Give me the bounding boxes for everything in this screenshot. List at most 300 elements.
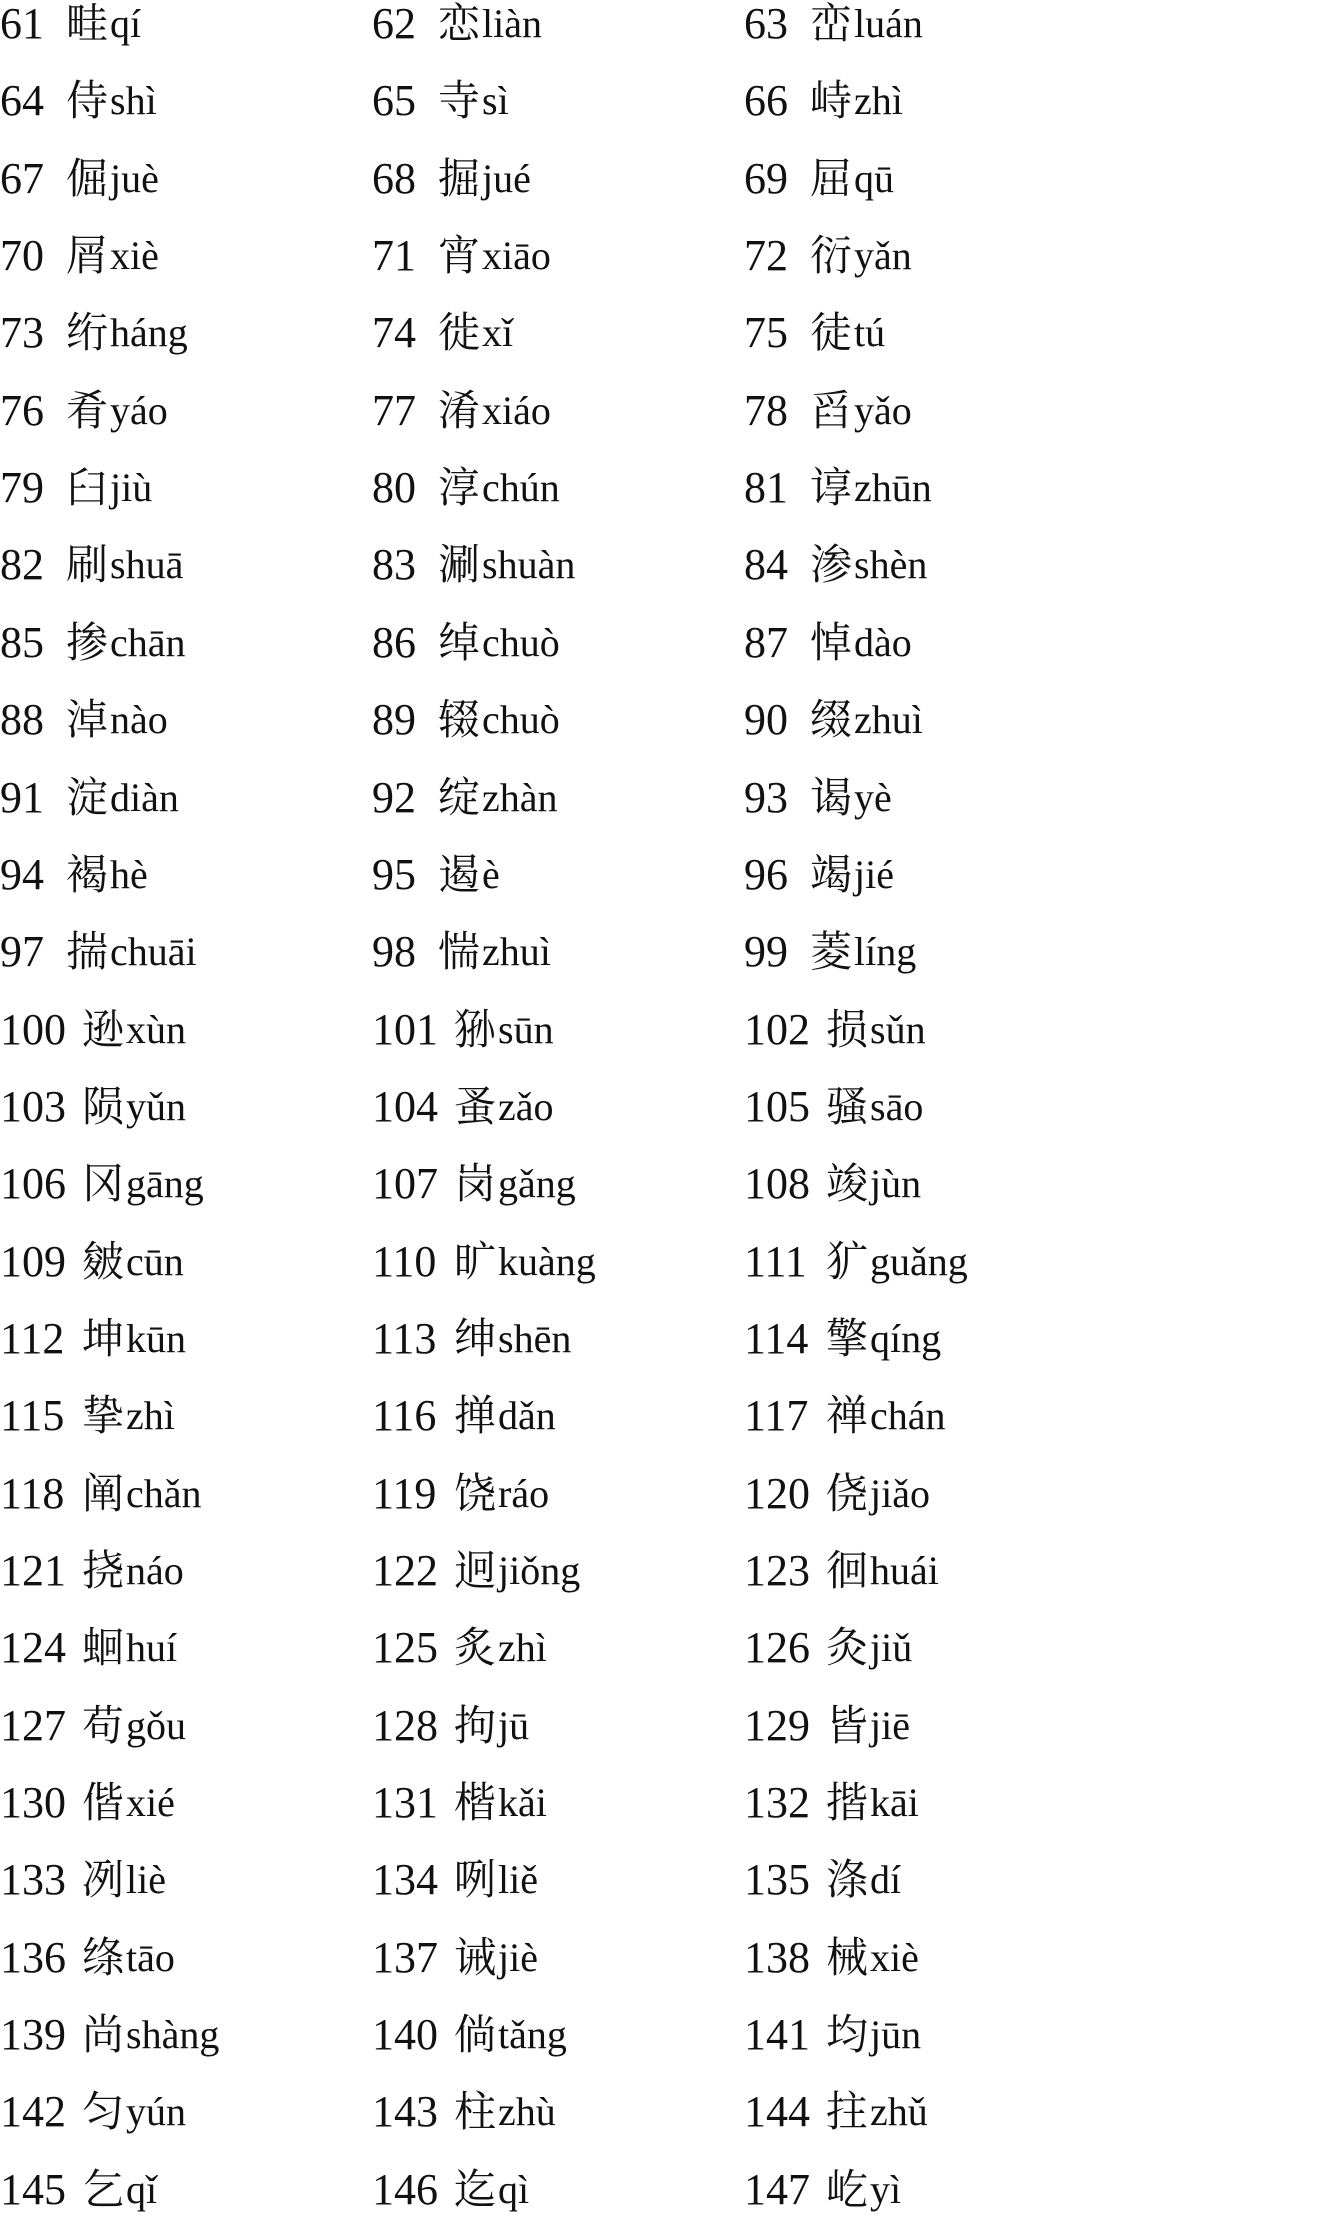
entry-number: 121: [0, 1546, 66, 1595]
entry-character: 挠: [82, 1546, 125, 1595]
list-item: [0, 0, 380, 54]
list-item: [372, 768, 752, 828]
entry-character: 械: [826, 1932, 869, 1982]
list-item: [372, 0, 752, 54]
entry-character: 掘: [438, 153, 481, 203]
entry-character: 峙: [810, 76, 853, 126]
entry-character: 岗: [454, 1159, 497, 1209]
list-item: [372, 303, 752, 363]
entry-character: 舀: [810, 385, 853, 435]
entry-pinyin: liě: [498, 1857, 538, 1903]
entry-character: 绦: [82, 1932, 125, 1982]
entry-number: 91: [0, 772, 44, 822]
entry-character: 缀: [810, 695, 853, 745]
entry-pinyin: dǎn: [498, 1393, 556, 1439]
entry-pinyin: diàn: [110, 774, 179, 820]
entry-pinyin: zhì: [498, 1625, 547, 1671]
entry-character: 绰: [438, 617, 481, 667]
entry-number: 82: [0, 540, 44, 590]
entry-pinyin: juè: [110, 155, 159, 201]
list-item: [744, 845, 1124, 905]
entry-pinyin: shì: [110, 78, 157, 124]
list-item: [744, 1464, 1124, 1524]
entry-character: 炙: [454, 1623, 497, 1673]
entry-number: 123: [744, 1546, 810, 1595]
entry-number: 67: [0, 153, 44, 203]
entry-character: 畦: [66, 0, 109, 48]
entry-number: 112: [0, 1313, 65, 1363]
entry-pinyin: qíng: [870, 1315, 942, 1361]
list-item: [372, 2005, 752, 2065]
entry-number: 142: [0, 2087, 66, 2137]
entry-character: 谆: [810, 463, 853, 513]
list-item: [0, 1696, 380, 1756]
entry-character: 渗: [810, 540, 853, 590]
entry-character: 辍: [438, 695, 481, 745]
entry-pinyin: luán: [854, 1, 923, 46]
list-item: [0, 1232, 380, 1292]
entry-number: 115: [0, 1391, 65, 1441]
list-item: [0, 149, 380, 209]
entry-character: 坤: [82, 1313, 125, 1363]
list-item: [0, 922, 380, 982]
entry-number: 98: [372, 927, 416, 977]
list-item: [744, 1928, 1124, 1988]
entry-number: 77: [372, 385, 416, 435]
entry-character: 遏: [438, 849, 481, 899]
entry-number: 66: [744, 76, 788, 126]
list-item: [0, 1154, 380, 1214]
entry-pinyin: zhì: [126, 1393, 175, 1439]
entry-pinyin: chān: [110, 619, 186, 665]
entry-pinyin: náo: [126, 1548, 184, 1593]
entry-number: 65: [372, 76, 416, 126]
entry-number: 135: [744, 1855, 810, 1905]
entry-character: 皆: [826, 1700, 869, 1750]
entry-number: 86: [372, 617, 416, 667]
entry-character: 诫: [454, 1932, 497, 1982]
entry-pinyin: liàn: [482, 1, 542, 46]
list-item: [744, 303, 1124, 363]
entry-number: 138: [744, 1932, 810, 1982]
entry-number: 143: [372, 2087, 438, 2137]
entry-pinyin: cūn: [126, 1238, 184, 1284]
list-item: [0, 381, 380, 441]
entry-pinyin: tǎng: [498, 2012, 567, 2058]
list-item: [0, 226, 380, 286]
entry-character: 迄: [454, 2164, 497, 2214]
entry-number: 129: [744, 1700, 810, 1750]
entry-number: 64: [0, 76, 44, 126]
entry-number: 74: [372, 308, 416, 358]
list-item: [372, 1309, 752, 1369]
entry-pinyin: zhàn: [482, 774, 558, 820]
entry-number: 125: [372, 1623, 438, 1673]
list-item: [372, 381, 752, 441]
entry-number: 90: [744, 695, 788, 745]
list-item: [744, 458, 1124, 518]
list-item: [372, 1850, 752, 1910]
entry-character: 皴: [82, 1236, 125, 1286]
entry-number: 126: [744, 1623, 810, 1673]
entry-character: 屑: [66, 231, 109, 281]
entry-character: 灸: [826, 1623, 869, 1673]
entry-character: 褐: [66, 849, 109, 899]
entry-number: 131: [372, 1778, 438, 1828]
list-item: [0, 1850, 380, 1910]
entry-number: 133: [0, 1855, 66, 1905]
entry-pinyin: zhì: [854, 78, 903, 124]
entry-pinyin: yǎn: [854, 233, 912, 279]
entry-number: 100: [0, 1004, 66, 1054]
entry-pinyin: háng: [110, 310, 188, 356]
entry-pinyin: jiǔ: [870, 1625, 913, 1671]
entry-pinyin: zhuì: [854, 697, 923, 743]
entry-pinyin: kūn: [126, 1315, 186, 1361]
entry-pinyin: xùn: [126, 1006, 186, 1052]
entry-character: 阐: [82, 1468, 125, 1518]
entry-number: 134: [372, 1855, 438, 1905]
list-item: [0, 2005, 380, 2065]
list-item: [744, 2005, 1124, 2065]
entry-character: 逊: [82, 1004, 125, 1054]
list-item: [744, 381, 1124, 441]
entry-pinyin: gǎng: [498, 1161, 576, 1207]
entry-character: 揣: [66, 927, 109, 977]
entry-pinyin: xiè: [110, 233, 159, 279]
entry-character: 均: [826, 2010, 869, 2060]
list-item: [0, 2160, 380, 2220]
entry-number: 81: [744, 463, 788, 513]
entry-number: 136: [0, 1932, 66, 1982]
list-item: [372, 1928, 752, 1988]
entry-pinyin: qì: [498, 2166, 530, 2212]
list-item: [0, 71, 380, 131]
entry-character: 冈: [82, 1159, 125, 1209]
entry-number: 107: [372, 1159, 438, 1209]
entry-character: 淖: [66, 695, 109, 745]
entry-character: 骚: [826, 1081, 869, 1131]
list-item: [372, 226, 752, 286]
entry-number: 147: [744, 2164, 810, 2214]
entry-character: 拘: [454, 1700, 497, 1750]
entry-character: 禅: [826, 1391, 869, 1441]
entry-number: 75: [744, 308, 788, 358]
entry-character: 柱: [454, 2087, 497, 2137]
entry-pinyin: yǎo: [854, 387, 912, 433]
entry-pinyin: líng: [854, 929, 917, 975]
entry-number: 120: [744, 1468, 810, 1518]
entry-character: 冽: [82, 1855, 125, 1905]
entry-pinyin: jiǒng: [498, 1548, 581, 1593]
list-item: [0, 1077, 380, 1137]
entry-pinyin: huí: [126, 1625, 178, 1671]
entry-pinyin: zǎo: [498, 1083, 554, 1129]
entry-pinyin: jiù: [110, 465, 153, 511]
entry-pinyin: qǐ: [126, 2166, 158, 2212]
entry-character: 偕: [82, 1778, 125, 1828]
list-item: [372, 1000, 752, 1060]
entry-pinyin: jiē: [870, 1702, 910, 1748]
entry-character: 淆: [438, 385, 481, 435]
entry-character: 饶: [454, 1468, 497, 1518]
list-item: [372, 1541, 752, 1601]
list-item: [0, 1928, 380, 1988]
list-item: [744, 1850, 1124, 1910]
entry-character: 陨: [82, 1081, 125, 1131]
list-item: [0, 1309, 380, 1369]
entry-number: 69: [744, 153, 788, 203]
list-item: [0, 2082, 380, 2142]
entry-pinyin: chuò: [482, 697, 560, 743]
list-item: [0, 1386, 380, 1446]
list-item: [0, 1618, 380, 1678]
entry-pinyin: kāi: [870, 1780, 919, 1826]
entry-pinyin: sì: [482, 78, 509, 124]
entry-number: 89: [372, 695, 416, 745]
entry-character: 屹: [826, 2164, 869, 2214]
list-item: [372, 1386, 752, 1446]
entry-number: 70: [0, 231, 44, 281]
entry-number: 130: [0, 1778, 66, 1828]
entry-pinyin: yáo: [110, 387, 168, 433]
list-item: [0, 690, 380, 750]
entry-number: 102: [744, 1004, 810, 1054]
list-item: [372, 1077, 752, 1137]
entry-number: 87: [744, 617, 788, 667]
entry-character: 掸: [454, 1391, 497, 1441]
entry-pinyin: è: [482, 851, 500, 897]
entry-character: 衍: [810, 231, 853, 281]
entry-number: 105: [744, 1081, 810, 1131]
entry-character: 悼: [810, 617, 853, 667]
entry-character: 绗: [66, 308, 109, 358]
entry-character: 狲: [454, 1004, 497, 1054]
entry-number: 73: [0, 308, 44, 358]
entry-pinyin: kuàng: [498, 1238, 596, 1284]
entry-character: 屈: [810, 153, 853, 203]
list-item: [372, 1773, 752, 1833]
entry-number: 99: [744, 927, 788, 977]
entry-pinyin: zhuì: [482, 929, 551, 975]
list-item: [744, 0, 1124, 54]
entry-character: 擎: [826, 1313, 869, 1363]
list-item: [744, 768, 1124, 828]
list-item: [372, 1232, 752, 1292]
entry-character: 徊: [826, 1546, 869, 1595]
list-item: [0, 1464, 380, 1524]
list-item: [744, 613, 1124, 673]
entry-number: 61: [0, 0, 44, 48]
entry-character: 绅: [454, 1313, 497, 1363]
list-item: [0, 303, 380, 363]
entry-pinyin: chún: [482, 465, 560, 511]
entry-pinyin: xié: [126, 1780, 175, 1826]
entry-character: 峦: [810, 0, 853, 48]
entry-pinyin: shuàn: [482, 542, 576, 588]
entry-number: 124: [0, 1623, 66, 1673]
entry-number: 144: [744, 2087, 810, 2137]
entry-character: 倘: [454, 2010, 497, 2060]
entry-pinyin: tāo: [126, 1934, 175, 1980]
entry-pinyin: chuò: [482, 619, 560, 665]
entry-number: 62: [372, 0, 416, 48]
entry-pinyin: sāo: [870, 1083, 924, 1129]
entry-character: 蛔: [82, 1623, 125, 1673]
entry-number: 119: [372, 1468, 437, 1518]
entry-pinyin: chǎn: [126, 1470, 202, 1516]
entry-number: 80: [372, 463, 416, 513]
entry-pinyin: jiǎo: [870, 1470, 930, 1516]
entry-character: 犷: [826, 1236, 869, 1286]
entry-pinyin: ráo: [498, 1470, 550, 1516]
entry-character: 挚: [82, 1391, 125, 1441]
list-item: [744, 1077, 1124, 1137]
list-item: [372, 149, 752, 209]
entry-number: 132: [744, 1778, 810, 1828]
entry-character: 徒: [810, 308, 853, 358]
entry-pinyin: zhūn: [854, 465, 932, 511]
entry-character: 谒: [810, 772, 853, 822]
list-item: [744, 690, 1124, 750]
list-item: [372, 1618, 752, 1678]
entry-character: 蚤: [454, 1081, 497, 1131]
entry-pinyin: zhǔ: [870, 2089, 928, 2135]
entry-character: 肴: [66, 385, 109, 435]
entry-number: 127: [0, 1700, 66, 1750]
entry-pinyin: yè: [854, 774, 892, 820]
entry-number: 114: [744, 1313, 809, 1363]
entry-number: 103: [0, 1081, 66, 1131]
entry-number: 113: [372, 1313, 437, 1363]
list-item: [744, 1618, 1124, 1678]
list-item: [0, 458, 380, 518]
list-item: [744, 1154, 1124, 1214]
entry-number: 145: [0, 2164, 66, 2214]
entry-character: 寺: [438, 76, 481, 126]
entry-number: 85: [0, 617, 44, 667]
entry-pinyin: shàng: [126, 2012, 220, 2058]
entry-pinyin: jùn: [870, 1161, 922, 1207]
entry-character: 倔: [66, 153, 109, 203]
list-item: [372, 1696, 752, 1756]
list-item: [372, 535, 752, 595]
list-item: [0, 1773, 380, 1833]
list-item: [0, 1000, 380, 1060]
entry-number: 93: [744, 772, 788, 822]
entry-pinyin: chán: [870, 1393, 946, 1439]
entry-character: 宵: [438, 231, 481, 281]
entry-number: 139: [0, 2010, 66, 2060]
entry-number: 68: [372, 153, 416, 203]
list-item: [744, 1696, 1124, 1756]
entry-pinyin: jué: [482, 155, 531, 201]
entry-number: 96: [744, 849, 788, 899]
entry-number: 106: [0, 1159, 66, 1209]
entry-character: 咧: [454, 1855, 497, 1905]
list-item: [0, 613, 380, 673]
entry-character: 涤: [826, 1855, 869, 1905]
entry-pinyin: tú: [854, 310, 886, 356]
entry-character: 恋: [438, 0, 481, 48]
entry-pinyin: jūn: [870, 2012, 922, 2058]
entry-character: 涮: [438, 540, 481, 590]
entry-pinyin: huái: [870, 1548, 939, 1593]
entry-character: 竭: [810, 849, 853, 899]
entry-character: 徙: [438, 308, 481, 358]
list-item: [372, 613, 752, 673]
entry-pinyin: dào: [854, 619, 912, 665]
entry-character: 旷: [454, 1236, 497, 1286]
entry-pinyin: yì: [870, 2166, 902, 2212]
entry-number: 95: [372, 849, 416, 899]
entry-pinyin: jiè: [498, 1934, 538, 1980]
entry-number: 84: [744, 540, 788, 590]
entry-pinyin: xiè: [870, 1934, 919, 1980]
entry-pinyin: xiāo: [482, 233, 551, 279]
entry-number: 128: [372, 1700, 438, 1750]
entry-pinyin: gǒu: [126, 1702, 186, 1748]
list-item: [744, 226, 1124, 286]
list-item: [744, 1000, 1124, 1060]
list-item: [372, 2160, 752, 2220]
list-item: [744, 71, 1124, 131]
entry-number: 92: [372, 772, 416, 822]
entry-character: 侥: [826, 1468, 869, 1518]
entry-character: 揩: [826, 1778, 869, 1828]
entry-number: 76: [0, 385, 44, 435]
list-item: [372, 845, 752, 905]
entry-pinyin: yǔn: [126, 1083, 186, 1129]
entry-number: 140: [372, 2010, 438, 2060]
entry-number: 141: [744, 2010, 810, 2060]
entry-character: 尚: [82, 2010, 125, 2060]
entry-number: 94: [0, 849, 44, 899]
entry-number: 79: [0, 463, 44, 513]
entry-pinyin: yún: [126, 2089, 186, 2135]
entry-character: 竣: [826, 1159, 869, 1209]
entry-pinyin: shèn: [854, 542, 928, 588]
entry-pinyin: liè: [126, 1857, 166, 1903]
entry-number: 63: [744, 0, 788, 48]
entry-character: 苟: [82, 1700, 125, 1750]
list-item: [372, 458, 752, 518]
entry-pinyin: sūn: [498, 1006, 554, 1052]
entry-character: 淳: [438, 463, 481, 513]
entry-pinyin: qí: [110, 1, 142, 46]
entry-character: 乞: [82, 2164, 125, 2214]
entry-character: 菱: [810, 927, 853, 977]
entry-pinyin: jié: [854, 851, 894, 897]
list-item: [744, 2160, 1124, 2220]
entry-number: 118: [0, 1468, 65, 1518]
entry-pinyin: qū: [854, 155, 894, 201]
entry-pinyin: kǎi: [498, 1780, 547, 1826]
entry-character: 损: [826, 1004, 869, 1054]
entry-number: 137: [372, 1932, 438, 1982]
entry-pinyin: xǐ: [482, 310, 514, 356]
entry-character: 掺: [66, 617, 109, 667]
list-item: [0, 845, 380, 905]
list-item: [744, 1541, 1124, 1601]
entry-number: 72: [744, 231, 788, 281]
entry-character: 淀: [66, 772, 109, 822]
entry-pinyin: chuāi: [110, 929, 197, 975]
list-item: [372, 690, 752, 750]
entry-character: 绽: [438, 772, 481, 822]
entry-pinyin: nào: [110, 697, 168, 743]
entry-pinyin: shēn: [498, 1315, 572, 1361]
